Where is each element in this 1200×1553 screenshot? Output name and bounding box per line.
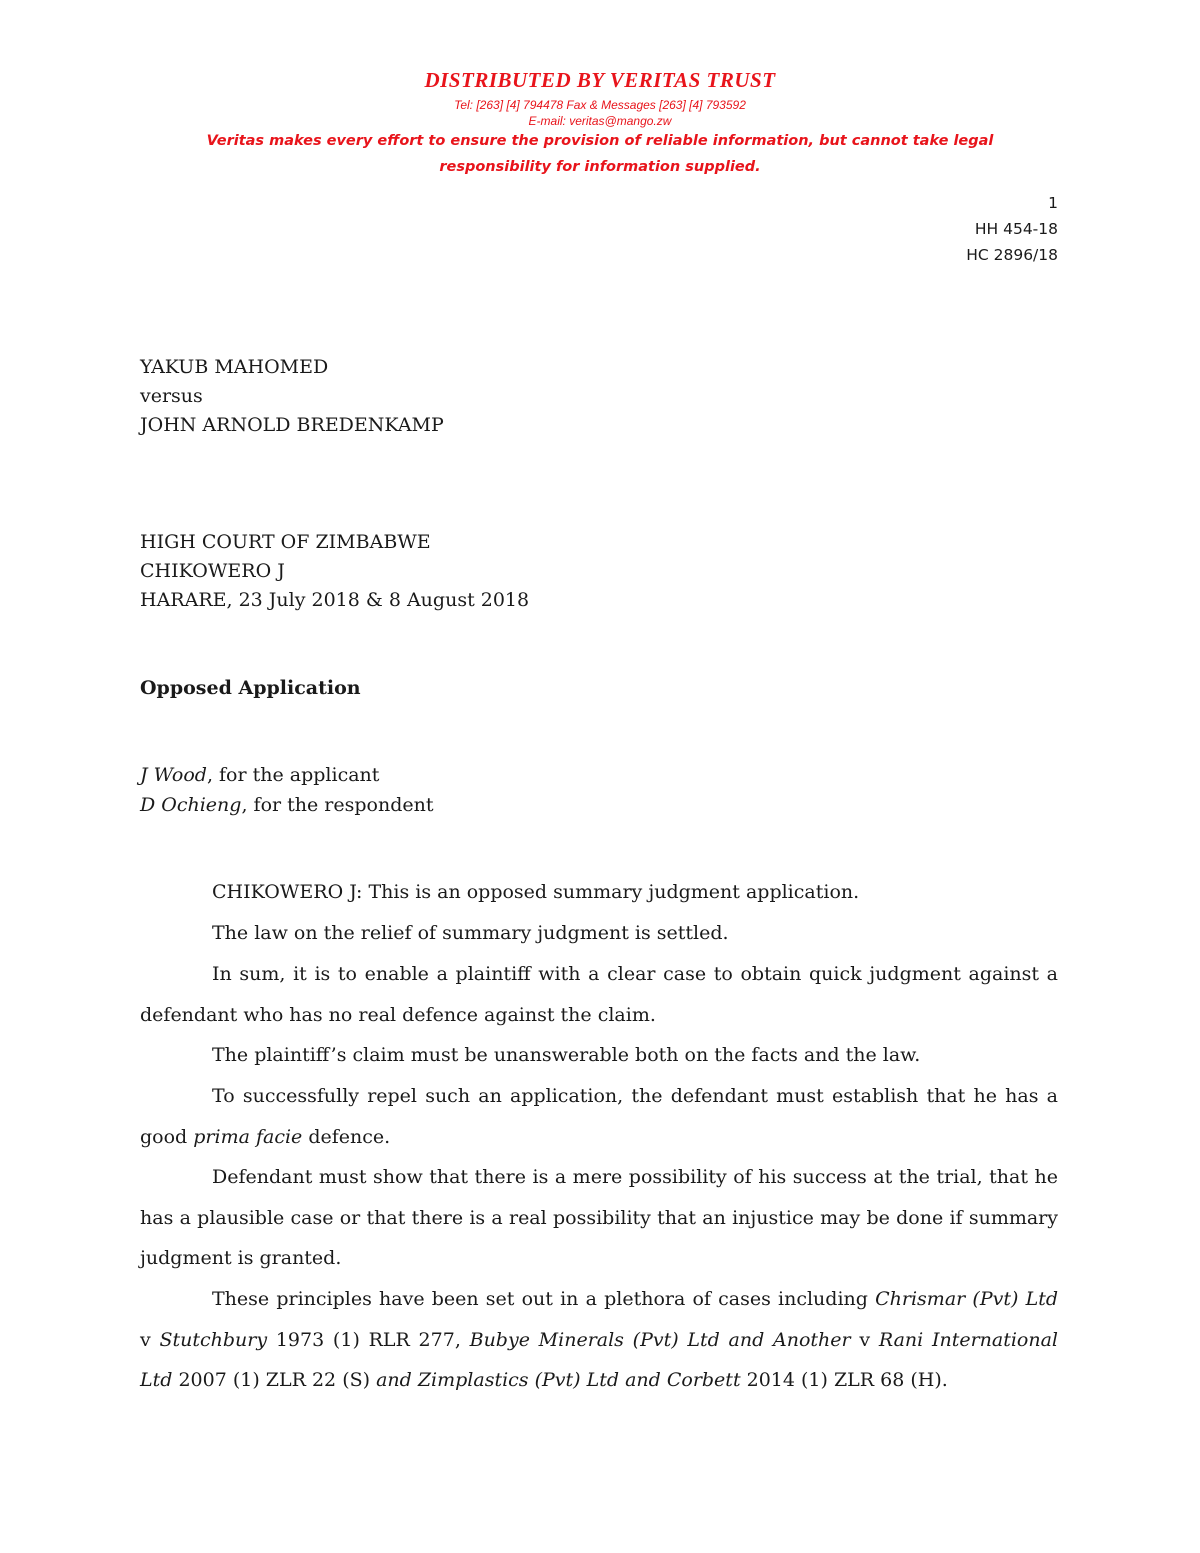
p5-latin-term: prima facie — [193, 1125, 303, 1148]
banner-title: DISTRIBUTED BY VERITAS TRUST — [424, 68, 776, 92]
banner-disclaimer: Veritas makes every effort to ensure the provision of reliable information, but cannot take legal responsibility for information supplied. — [206, 133, 994, 175]
counsel-applicant — [140, 764, 379, 786]
application-type: Opposed Application — [140, 677, 361, 699]
banner-email: E-mail: veritas@mango.zw — [528, 114, 672, 128]
counsel-respondent-name: D Ochieng — [140, 794, 242, 816]
p7-ref3: 2014 (1) ZLR 68 (H). — [740, 1369, 948, 1392]
case-citation-2: Bubye Minerals (Pvt) Ltd and Another — [469, 1328, 851, 1351]
case-citation-2b: Rani International Ltd — [140, 1328, 1059, 1392]
counsel-applicant-name: J Wood — [140, 764, 207, 786]
judgment-paragraph-1: CHIKOWERO J: This is an opposed summary judgment application. — [212, 881, 860, 903]
case-citation-1: Chrismar (Pvt) Ltd — [875, 1288, 1058, 1310]
applicant-party: YAKUB MAHOMED — [140, 356, 329, 378]
judgment-paragraph-5 — [140, 1076, 1058, 1157]
judgment-paragraph-3: In sum, it is to enable a plaintiff with a clear case to obtain quick judgment against a defendant who has no real defence against the claim. — [140, 963, 1058, 1026]
case-citation-3: and Zimplastics (Pvt) Ltd and Corbett — [376, 1369, 741, 1392]
judgment-number: HH 454-18 — [974, 220, 1058, 238]
court-name: HIGH COURT OF ZIMBABWE — [140, 531, 431, 553]
p7-v2: v — [850, 1328, 879, 1351]
judge-name: CHIKOWERO J — [140, 560, 285, 582]
p7-ref2: 2007 (1) ZLR 22 (S) — [172, 1369, 377, 1392]
respondent-party: JOHN ARNOLD BREDENKAMP — [140, 414, 444, 436]
judgment-paragraph-2: The law on the relief of summary judgment is settled. — [212, 922, 729, 944]
banner-contact: Tel: [263] [4] 794478 Fax & Messages [263] [4] 793592 — [454, 98, 746, 112]
judgment-paragraph-7 — [140, 1279, 1058, 1401]
p7-intro: These principles have been set out in a plethora of cases including — [212, 1288, 876, 1310]
case-number: HC 2896/18 — [966, 246, 1058, 264]
p7-v1: v — [140, 1328, 160, 1351]
counsel-applicant-role: , for the applicant — [206, 764, 380, 786]
judgment-paragraph-6: Defendant must show that there is a mere possibility of his success at the trial, that he has a plausible case or that there is a real possibility that an injustice may be done if summary judgment is granted. — [140, 1166, 1058, 1270]
case-citation-1b: Stutchbury — [159, 1328, 268, 1351]
p5-text: To successfully repel such an application, the defendant must establish that he has a good — [140, 1085, 1058, 1148]
page-number: 1 — [1048, 194, 1058, 212]
judgment-paragraph-4: The plaintiff’s claim must be unanswerable both on the facts and the law. — [212, 1044, 921, 1066]
counsel-respondent-role: , for the respondent — [241, 794, 434, 816]
counsel-respondent — [140, 794, 433, 816]
p7-ref1: 1973 (1) RLR 277, — [267, 1328, 470, 1351]
versus-label: versus — [140, 385, 203, 407]
p5-end: defence. — [302, 1125, 391, 1148]
hearing-place-dates: HARARE, 23 July 2018 & 8 August 2018 — [140, 589, 530, 611]
